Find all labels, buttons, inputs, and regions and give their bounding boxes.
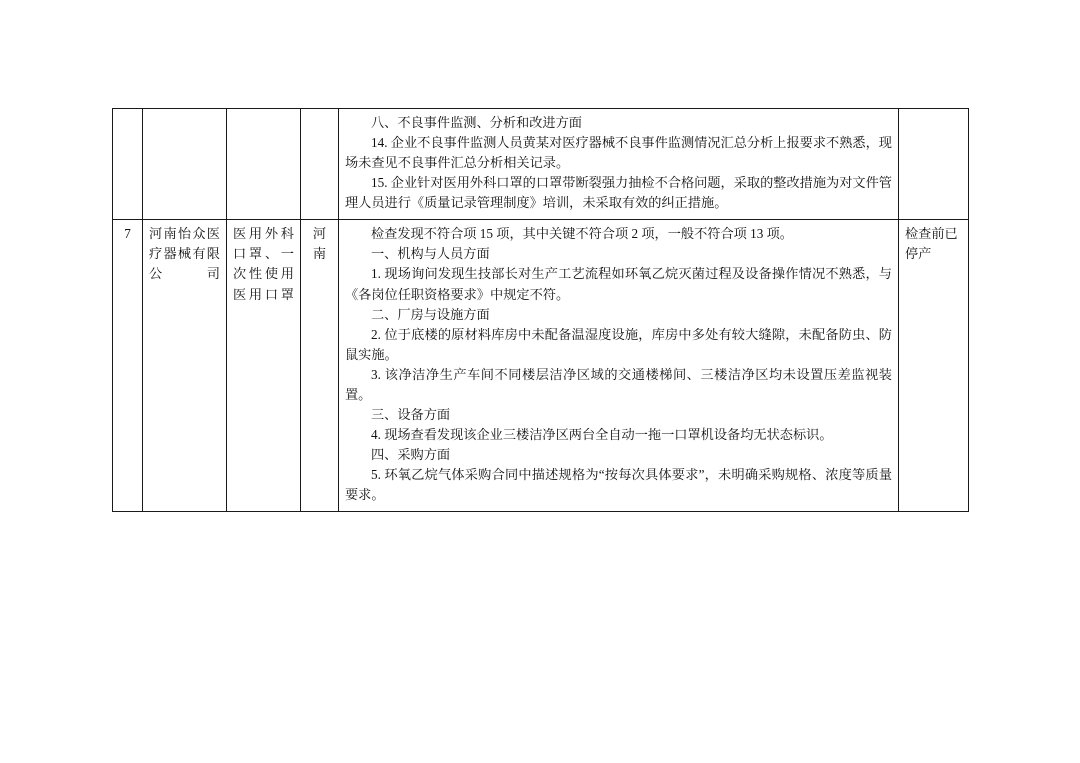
- row-product-cell: [227, 109, 301, 220]
- table-row: [113, 220, 969, 512]
- row-index-cell: 7: [113, 220, 143, 512]
- detail-paragraph: 一、机构与人员方面: [371, 246, 490, 262]
- row-product-cell: 医用外科口罩、一次性使用医用口罩: [227, 220, 301, 512]
- detail-paragraph: 4. 现场查看发现该企业三楼洁净区两台全自动一拖一口罩机设备均无状态标识。: [371, 426, 833, 442]
- detail-paragraph: 15. 企业针对医用外科口罩的口罩带断裂强力抽检不合格问题，采取的整改措施为对文件管理人员进行《质量记录管理制度》培训，未采取有效的纠正措施。: [345, 175, 892, 211]
- row-company-cell: [143, 109, 227, 220]
- row-region-cell: 河南: [301, 220, 339, 512]
- row-status-cell: [899, 109, 969, 220]
- detail-paragraph: 14. 企业不良事件监测人员黄某对医疗器械不良事件监测情况汇总分析上报要求不熟悉，现场未查见不良事件汇总分析相关记录。: [345, 135, 892, 171]
- row-region-cell: [301, 109, 339, 220]
- detail-paragraph: 1. 现场询问发现生技部长对生产工艺流程如环氧乙烷灭菌过程及设备操作情况不熟悉，与《各岗位任职资格要求》中规定不符。: [345, 266, 892, 302]
- table-row: [113, 109, 969, 220]
- detail-paragraph: 3. 该净洁净生产车间不同楼层洁净区域的交通楼梯间、三楼洁净区均未设置压差监视装置。: [345, 366, 892, 402]
- detail-paragraph: 三、设备方面: [371, 406, 451, 422]
- detail-paragraph: 5. 环氧乙烷气体采购合同中描述规格为“按每次具体要求”，未明确采购规格、浓度等质量要求。: [345, 467, 892, 503]
- detail-paragraph: 四、采购方面: [371, 447, 451, 462]
- detail-paragraph: 二、厂房与设施方面: [371, 306, 490, 322]
- row-company-cell: 河南怡众医疗器械有限公司: [143, 220, 227, 512]
- detail-paragraph: 2. 位于底楼的原材料库房中未配备温湿度设施，库房中多处有较大缝隙，未配备防虫、防鼠实施。: [345, 326, 892, 362]
- row-detail-cell: [339, 220, 899, 512]
- row-status-cell: 检查前已停产: [899, 220, 969, 512]
- detail-paragraph: 检查发现不符合项 15 项，其中关键不符合项 2 项，一般不符合项 13 项。: [371, 226, 793, 242]
- row-detail-cell: [339, 109, 899, 220]
- inspection-findings-table: [112, 108, 969, 512]
- detail-paragraph: 八、不良事件监测、分析和改进方面: [371, 115, 582, 130]
- row-index-cell: [113, 109, 143, 220]
